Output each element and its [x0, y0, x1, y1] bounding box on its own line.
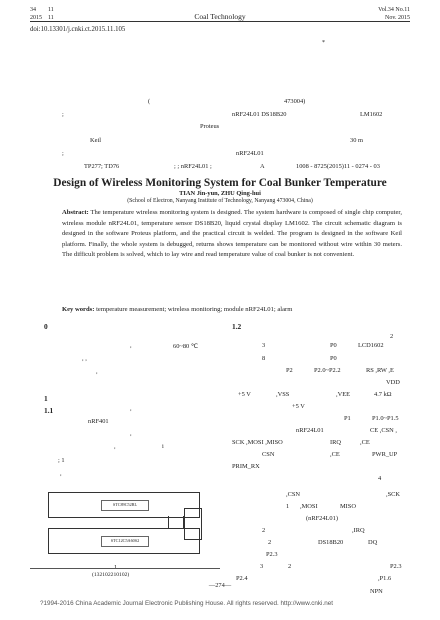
spi-pins: SCK ,MOSI ,MISO [232, 439, 283, 446]
ce-b: ,CE [330, 451, 340, 458]
rs-rw-e: RS ,RW ,E [366, 367, 394, 374]
abstract [62, 208, 402, 261]
section-1-2-heading: 1.2 [232, 322, 242, 331]
port-p16: ,P1.6 [378, 575, 392, 582]
text-fragment: , [130, 430, 132, 437]
nrf-module: nRF24L01 [236, 150, 264, 157]
nrf24l01-paren: (nRF24L01) [306, 515, 338, 522]
text-fragment: ; 1 [58, 457, 65, 464]
port-p2: P2 [286, 367, 293, 374]
dq: DQ [368, 539, 378, 546]
text-i: i [162, 443, 164, 450]
keywords-text: temperature measurement; wireless monitoring; module nRF24L01; alarm [94, 306, 293, 313]
prim-rx: PRIM_RX [232, 463, 260, 470]
port-p23b: P2.3 [390, 563, 402, 570]
english-authors: TIAN Jin-yun, ZHU Qing-hui [179, 190, 261, 197]
header-rule [30, 21, 410, 22]
text-fragment: , [60, 470, 62, 477]
npn: NPN [370, 588, 383, 595]
journal-name: Coal Technology [194, 12, 246, 21]
text-fragment: , [130, 342, 132, 349]
figure-connector [184, 508, 202, 540]
mcu-label-bottom: STC12C5A60S2 [101, 536, 149, 547]
lcd-model: LM1602 [360, 111, 383, 118]
port-p1-range: P1.0~P1.5 [372, 415, 399, 422]
issn: 1008 - 8725(2015)11 - 0274 - 03 [296, 163, 380, 170]
irq-b: ,IRQ [352, 527, 365, 534]
nrf24l01-body: nRF24L01 [296, 427, 324, 434]
figure-1 [44, 492, 212, 556]
resistor: 4.7 kΩ [374, 391, 392, 398]
figure-top-block [48, 492, 200, 518]
doi: doi:10.13301/j.cnki.ct.2015.11.105 [30, 26, 126, 33]
distance: 30 m [350, 137, 363, 144]
keil: Keil [90, 137, 102, 144]
ce-csn: CE ,CSN , [370, 427, 397, 434]
footnote-rule [30, 568, 220, 569]
proteus: Proteus [200, 123, 220, 130]
english-affiliation: (School of Electron, Nanyang Institute of Technology, Nanyang 473004, China) [127, 198, 313, 204]
text-2d: 2 [288, 563, 292, 570]
voltage-5v-b: +5 V [292, 403, 305, 410]
section-1-1-heading: 1.1 [44, 406, 54, 415]
port-p23: P2.3 [266, 551, 278, 558]
vss: ,VSS [276, 391, 290, 398]
text-fragment: , [114, 443, 116, 450]
figure-number: 1 [114, 564, 118, 571]
vdd: VDD [386, 379, 400, 386]
text-3: 3 [262, 342, 266, 349]
pwr-up: PWR_UP [372, 451, 398, 458]
text-2c: 2 [268, 539, 272, 546]
clc-number: TP277; TD76 [84, 163, 120, 170]
text-8: 8 [262, 355, 266, 362]
postal-code: 473004) [284, 98, 306, 105]
csn: CSN [262, 451, 275, 458]
fund-number: (132102210102) [92, 572, 130, 578]
figure-link [168, 516, 184, 528]
text-2: 2 [390, 333, 394, 340]
punct: ; [62, 111, 64, 118]
english-title: Design of Wireless Monitoring System for Coal Bunker Temperature [53, 177, 387, 189]
port-p2-range: P2.0~P2.2 [314, 367, 341, 374]
punct: ; [62, 150, 64, 157]
volume-en: Vol.34 No.11 [378, 7, 410, 13]
port-p1: P1 [344, 415, 351, 422]
paren-open: ( [148, 98, 151, 105]
figure-bottom-block [48, 528, 200, 554]
date-en: Nov. 2015 [385, 15, 410, 21]
irq: IRQ [330, 439, 342, 446]
footnote-star: * [322, 40, 325, 46]
text-4: 4 [378, 475, 382, 482]
ds18b20: DS18B20 [318, 539, 344, 546]
year: 2015 [30, 15, 42, 21]
text-fragment: , , [82, 355, 87, 362]
lcd-model-body: LCD1602 [358, 342, 384, 349]
punct: ; ; nRF24L01 ; [174, 163, 212, 170]
vee: ,VEE [336, 391, 351, 398]
volume-number: 34 [30, 7, 36, 13]
text-fragment: , [130, 405, 132, 412]
section-1-heading: 1 [44, 394, 48, 403]
copyright-footer: ?1994-2016 China Academic Journal Electronic Publishing House. All rights reserved. http://www.cnki.net [40, 600, 333, 607]
abstract-label: Abstract: [62, 209, 89, 216]
voltage-5v-a: +5 V [238, 391, 251, 398]
port-p0b: P0 [330, 355, 337, 362]
port-p0: P0 [330, 342, 337, 349]
text-2b: 2 [262, 527, 266, 534]
mcu-label-top: STC89C52RL [101, 500, 149, 511]
text-3b: 3 [260, 563, 264, 570]
keywords [62, 306, 402, 313]
text-1b: 1 [286, 503, 290, 510]
keywords-label: Key words: [62, 306, 95, 313]
section-0-heading: 0 [44, 322, 48, 331]
issue-number: 11 11 [48, 7, 54, 21]
running-header-right [378, 6, 410, 22]
port-p24: P2.4 [236, 575, 248, 582]
miso: MISO [340, 503, 356, 510]
csn-b: ,CSN [286, 491, 301, 498]
mosi: ,MOSI [300, 503, 318, 510]
ce: ,CE [360, 439, 370, 446]
temp-range: 60~80 ℃ [173, 343, 199, 350]
page-number: —274— [208, 582, 232, 589]
sck-b: ,SCK [386, 491, 401, 498]
keywords-cn-line: nRF24L01 DS18B20 [232, 111, 287, 118]
document-code: A [260, 163, 265, 170]
nrf401: nRF401 [88, 418, 109, 425]
abstract-text: The temperature wireless monitoring system is designed. The system hardware is composed of single chip computer, wireless module nRF24L01, temperature sensor DS18B20, liquid crystal display LM1602. The circuit schematic diagram is designed in the software Proteus platform, and the practical circuit is welded. The program is designed in the software Keil platform. Finally, the whole system is debugged, returns shows temperature can be monitored without wire within 30 meters. The difficult problem is solved, which to lay wire and read temperature value of coal bunker is not convenient. [62, 209, 402, 259]
text-fragment: , [96, 368, 98, 375]
